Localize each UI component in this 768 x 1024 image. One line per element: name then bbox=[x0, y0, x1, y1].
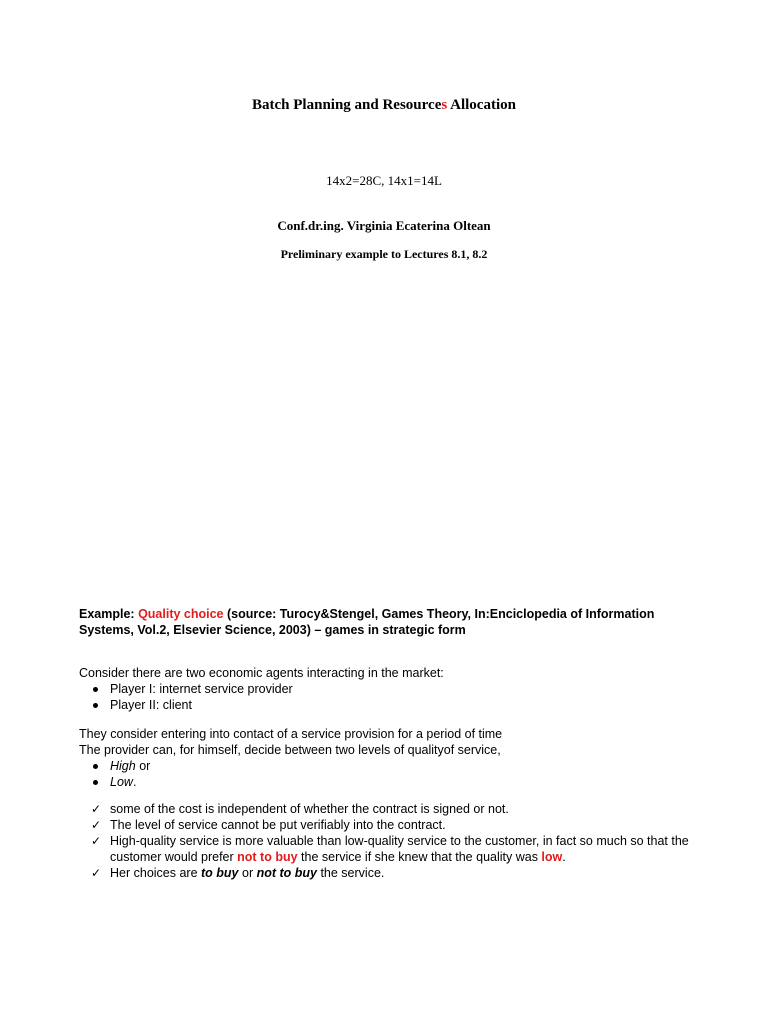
preliminary-line: Preliminary example to Lectures 8.1, 8.2 bbox=[280, 247, 488, 261]
check-text: High-quality service is more valuable than low-quality service to the customer, in fact so much so that the customer would prefer bbox=[110, 834, 689, 864]
list-item bbox=[79, 817, 699, 833]
assumptions-section bbox=[79, 801, 699, 881]
list-item bbox=[79, 801, 699, 817]
list-item: Player I: internet service provider bbox=[79, 681, 699, 697]
example-source: (source: Turocy&Stengel, Games Theory, In:Enciclopedia of Information Systems, Vol.2, Elsevier Science, 2003) – games in strategic form bbox=[79, 607, 655, 637]
provider-line: The provider can, for himself, decide between two levels of qualityof service, bbox=[79, 743, 501, 757]
title-part2: Allocation bbox=[447, 97, 516, 113]
checkmark-icon: ✓ bbox=[91, 834, 102, 848]
hours-line: 14x2=28C, 14x1=14L bbox=[326, 173, 442, 188]
low-highlight: low bbox=[541, 850, 563, 864]
to-buy-emphasis: to buy bbox=[201, 866, 239, 880]
check-text: the service. bbox=[316, 866, 385, 880]
example-heading bbox=[79, 606, 699, 638]
list-item bbox=[79, 774, 699, 790]
agents-list bbox=[79, 681, 699, 713]
title-part1: Batch Planning and Resource bbox=[252, 97, 442, 113]
quality-section bbox=[79, 726, 699, 790]
quality-high: High bbox=[110, 759, 136, 773]
checkmark-icon: ✓ bbox=[91, 802, 102, 816]
example-label: Example: bbox=[79, 607, 139, 621]
list-item bbox=[79, 833, 699, 865]
assumptions-list bbox=[79, 801, 699, 881]
not-to-buy-highlight: not to buy bbox=[237, 850, 298, 864]
check-text: The level of service cannot be put verifiably into the contract. bbox=[110, 818, 446, 832]
checkmark-icon: ✓ bbox=[91, 866, 102, 880]
contact-line: They consider entering into contact of a service provision for a period of time bbox=[79, 727, 503, 741]
quality-list bbox=[79, 758, 699, 790]
author-line: Conf.dr.ing. Virginia Ecaterina Oltean bbox=[277, 218, 491, 233]
check-text: Her choices are bbox=[110, 866, 202, 880]
list-item bbox=[79, 758, 699, 774]
check-text: the service if she knew that the quality was bbox=[297, 850, 542, 864]
example-highlight: Quality choice bbox=[138, 607, 224, 621]
quality-low: Low bbox=[110, 775, 133, 789]
title-red-letter: s bbox=[441, 97, 448, 113]
list-item: Player II: client bbox=[79, 697, 699, 713]
checkmark-icon: ✓ bbox=[91, 818, 102, 832]
agents-section bbox=[79, 665, 699, 713]
quality-low-rest: . bbox=[132, 775, 137, 789]
check-text: some of the cost is independent of whether the contract is signed or not. bbox=[110, 802, 509, 816]
not-to-buy-emphasis: not to buy bbox=[256, 866, 317, 880]
check-text: or bbox=[238, 866, 257, 880]
list-item bbox=[79, 865, 699, 881]
agents-intro: Consider there are two economic agents interacting in the market: bbox=[79, 666, 444, 680]
check-text: . bbox=[562, 850, 566, 864]
quality-high-rest: or bbox=[135, 759, 151, 773]
document-title bbox=[0, 97, 768, 114]
